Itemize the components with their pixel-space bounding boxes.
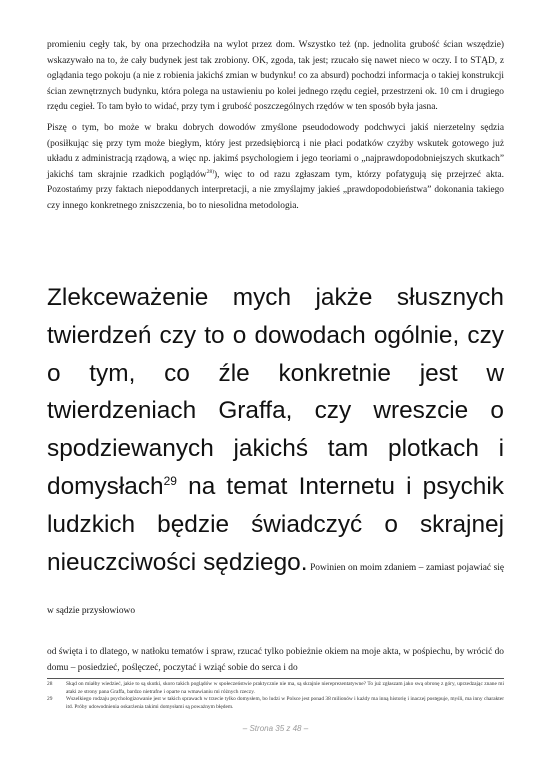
continuation-paragraph: od święta i to dlatego, w natłoku tematów i spraw, rzucać tylko pobieżnie okiem na moje akta, w pośpiechu, by wrócić do domu – posiedzieć, poślęczeć, poczytać i wziąć sobie do serca i do bbox=[47, 647, 504, 673]
footnotes bbox=[47, 678, 504, 711]
footnote-number: 29 bbox=[47, 696, 53, 703]
paragraph-2 bbox=[47, 121, 504, 215]
paragraph-1-text: promieniu cegły tak, by ona przechodziła na wylot przez dom. Wszystko też (np. jednolita grubość ścian wszędzie) wskazywało na to, że cały budynek jest tak zrobiony. OK, zgoda, tak jest; rzucało się nawet nieco w oczy. I to STĄD, z oglądania tego pokoju (a nie z robienia jakichś zmian w budynku! co za absurd) pochodzi informacja o takiej konstrukcji ścian zewnętrznych budynku, która polega na ustawieniu po kolei jednego rzędu cegieł, przestrzeni ok. 10 cm i drugiego rzędu cegieł. To tam było to widać, przy tym i grubość poszczególnych rzędów w ten sposób była jasna. bbox=[47, 40, 504, 113]
footnote-text: Wszelkiego rodzaju psychologizowanie jest w takich sprawach w trzecie tylko domysłem, bo ludzi w Polsce jest ponad 38 milionów i każdy ma inną historię i inaczej postępuje, myśli, ma inny charakter itd. Próby udowodnienia oskarżenia takimi domysłami są poważnym błędem. bbox=[66, 696, 504, 710]
large-quote-text: Zlekceważenie mych jakże słusznych twierdzeń czy to o dowodach ogólnie, czy o tym, co źle konkretnie jest w twierdzeniach Graffa, czy wreszcie o spodziewanych jakichś tam plotkach i domysłach bbox=[47, 284, 504, 500]
large-quote-tail: Powinien on moim zdaniem – zamiast pojawiać się w sądzie przysłowiowo bbox=[47, 562, 504, 617]
footnote-ref-28[interactable]: 28) bbox=[206, 168, 215, 175]
large-quote bbox=[47, 279, 504, 631]
footnote-ref-29[interactable]: 29 bbox=[163, 473, 177, 488]
paragraph-2-text: Piszę o tym, bo może w braku dobrych dowodów zmyślone pseudodowody podchwyci jakiś nierzetelny sędzia (posiłkując się przy tym może biegłym, który jest przedsiębiorcą i nie płaci podatków czyżby wskutek gotowego już układu z administracją rządową, a więc np. jakimś psychologiem i jego teoriami o „najprawdopodobniejszych skutkach” jakichś tam skrajnie rzadkich poglądów bbox=[47, 122, 504, 180]
paragraph-1 bbox=[47, 38, 504, 116]
large-quote-text-cont: na temat Internetu i psychik ludzkich będzie świadczyć o skrajnej nieuczciwości sędziego. bbox=[47, 472, 504, 576]
footnote-number: 28 bbox=[47, 681, 53, 687]
paragraph-2-text-cont: ), więc to od razu zgłaszam tym, którzy pofatygują się przejrzeć akta. Pozostańmy przy faktach niepoddanych interpretacji, a nie zmyślajmy jakieś „prawdopodobieństwa” dokonania takiego czy innego konkretnego zniszczenia, bo to niesolidna metodologia. bbox=[47, 169, 504, 211]
footnote bbox=[47, 696, 504, 711]
footnote bbox=[47, 681, 504, 696]
body-text bbox=[47, 38, 504, 215]
footnote-text: Skąd on miałby wiedzieć, jakie to są skutki, skoro takich poglądów w społeczeństwie praktycznie nie ma, są skrajnie niereprezentatywne? To już zgłaszam jako swą obronę z góry, uprzedzając znane mi ataki ze strony pana Graffa, bardzo nietrafne i oparte na wmawianiu mi różnych rzeczy. bbox=[66, 681, 504, 695]
page-number: – Strona 35 z 48 – bbox=[242, 724, 309, 733]
